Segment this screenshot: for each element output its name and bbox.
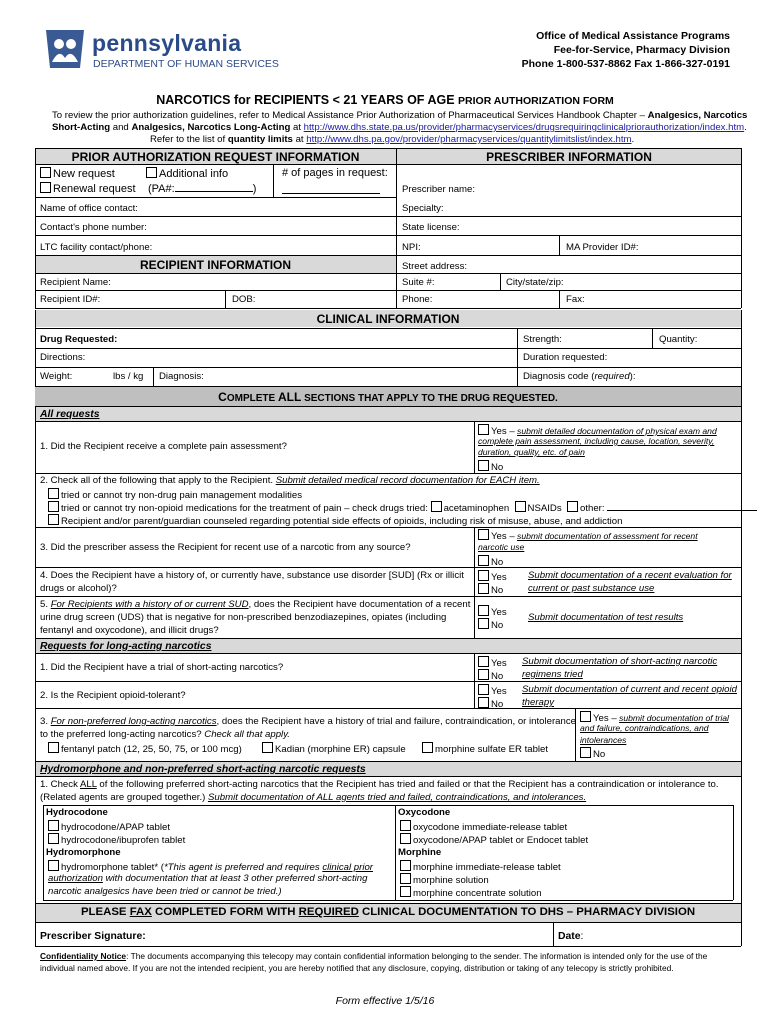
rule (35, 946, 741, 947)
hm-clinical-prior: clinical prior (322, 862, 373, 873)
la-q3-num: 3. (40, 716, 49, 727)
la-q3-yes-detail-1: submit documentation of trial (619, 713, 729, 723)
logo-word: pennsylvania (92, 30, 242, 56)
new-request-checkbox[interactable] (40, 167, 51, 178)
morphine-er-option[interactable] (422, 742, 548, 755)
drug-requested-field[interactable]: Drug Requested: (40, 334, 118, 345)
q4-no-option[interactable] (478, 583, 503, 596)
rule (741, 310, 742, 408)
fentanyl-checkbox[interactable] (48, 742, 59, 753)
form-title-sub: PRIOR AUTHORIZATION FORM (458, 95, 614, 107)
hm-q1-line-1 (40, 779, 719, 790)
rule (559, 290, 560, 308)
diagnosis-code-field[interactable] (523, 371, 636, 382)
npi-field[interactable]: NPI: (402, 242, 421, 253)
q1-yes-detail-1: submit detailed documentation of physical exam and (517, 426, 717, 436)
rule (35, 473, 741, 474)
la-q1-yes-option[interactable] (478, 656, 507, 669)
long-acting-heading: Requests for long-acting narcotics (40, 641, 212, 652)
la-q3-yes-detail-2: and failure, contraindications, and (580, 723, 709, 733)
rule (35, 367, 741, 368)
fax-pre: PLEASE (80, 906, 127, 918)
la-q3-line-2 (40, 729, 290, 740)
fax-required: REQUIRED (298, 906, 359, 918)
q1-pain-assessment: 1. Did the Recipient receive a complete pain assessment? (40, 441, 287, 452)
rule (153, 367, 154, 386)
pages-input[interactable] (282, 183, 380, 194)
q2-nonopioid-label: tried or cannot try non-opioid medications for the treatment of pain – check drugs tried: (61, 503, 428, 514)
all-requests-heading-bg (36, 407, 741, 421)
q3-yes-detail-1: submit documentation of assessment for recent (517, 531, 698, 541)
complete-all-banner (35, 390, 741, 404)
rule (35, 308, 741, 309)
additional-info-checkbox[interactable] (146, 167, 157, 178)
renewal-request-option[interactable] (40, 182, 136, 195)
q5-no-label: No (491, 620, 504, 631)
q2-option-nonopioid[interactable] (48, 501, 757, 514)
office-contact-field[interactable]: Name of office contact: (40, 203, 138, 214)
complete-all-word: ALL (277, 390, 302, 404)
la-q2-yes-option[interactable] (478, 684, 507, 697)
q3-yes-detail-2: narcotic use (478, 542, 525, 552)
morphine-concentrate-option[interactable] (400, 886, 542, 899)
suite-field[interactable]: Suite #: (402, 277, 435, 288)
office-name: Office of Medical Assistance Programs (536, 30, 730, 42)
pa-number-label (148, 182, 256, 195)
date-label: Date (558, 931, 581, 942)
renewal-request-checkbox[interactable] (40, 182, 51, 193)
pages-label: # of pages in request: (282, 167, 388, 179)
rule (35, 776, 741, 777)
morphine-ir-option[interactable] (400, 860, 561, 873)
rule (43, 805, 44, 900)
q2-check-all (40, 475, 540, 486)
la-q3-text-2: to the preferred long-acting narcotics? (40, 729, 202, 740)
hm-preferred-note: *This agent is preferred and requires (163, 862, 320, 873)
other-checkbox[interactable] (567, 501, 578, 512)
rule (741, 406, 742, 946)
hydrocodone-apap-checkbox[interactable] (48, 820, 59, 831)
la-q3-yes-label: Yes – (593, 713, 617, 724)
la-q2-detail-2: therapy (522, 697, 554, 708)
hm-q1-related: (Related agents are grouped together.) (40, 792, 206, 803)
rule (35, 681, 741, 682)
ltc-contact-field[interactable]: LTC facility contact/phone: (40, 242, 153, 253)
la-q3-yes-checkbox[interactable] (580, 711, 591, 722)
rule (43, 805, 733, 806)
form-effective-date: Form effective 1/5/16 (335, 995, 435, 1007)
rule (35, 235, 741, 236)
confidentiality-text-1: : The documents accompanying this telecopy may contain confidential information belonging to the sender. The information is intended only for the use of the (126, 951, 708, 961)
state-license-field[interactable]: State license: (402, 222, 460, 233)
la-q3-no-option[interactable] (580, 747, 605, 760)
intro-bold-a: Short-Acting (52, 122, 111, 133)
pa-number-open: (PA#: (148, 183, 175, 195)
q5-yes-option[interactable] (478, 605, 507, 618)
q2-detail: Submit detailed medical record documentation for EACH item. (275, 475, 540, 486)
hm-authorization: authorization (48, 873, 103, 884)
la-q3-check-all: Check all that apply. (204, 729, 290, 740)
hm-q1-line-2 (40, 792, 586, 803)
q1-yes-checkbox[interactable] (478, 424, 489, 435)
contact-phone-fax: Phone 1-800-537-8862 Fax 1-866-327-0191 (521, 58, 730, 70)
intro-at: at (292, 122, 301, 133)
rule (225, 290, 226, 308)
q5-uds-line-3: fentanyl and oxycodone), and illicit drugs? (40, 625, 219, 636)
rule (35, 216, 741, 217)
ma-provider-id-field[interactable]: MA Provider ID#: (566, 242, 639, 253)
rule (35, 290, 741, 291)
oxycodone-apap-label: oxycodone/APAP tablet or Endocet tablet (413, 835, 589, 846)
rule (35, 273, 741, 274)
rule (35, 708, 741, 709)
fax-mid: COMPLETED FORM WITH (155, 906, 296, 918)
morphine-solution-checkbox[interactable] (400, 873, 411, 884)
hydromorphone-heading: Hydromorphone and non-preferred short-acting narcotic requests (40, 764, 366, 775)
nsaids-label: NSAIDs (527, 503, 562, 514)
q1-no-option[interactable] (478, 460, 503, 473)
q5-yes-label: Yes (491, 607, 507, 618)
fentanyl-option[interactable] (48, 742, 242, 755)
hm-q1-all: ALL (80, 779, 97, 790)
q4-no-checkbox[interactable] (478, 583, 489, 594)
q5-text-1: , does the Recipient have documentation of a recent (248, 599, 471, 610)
weight-field[interactable]: Weight: (40, 371, 73, 382)
rule (35, 653, 741, 654)
q3-yes-checkbox[interactable] (478, 529, 489, 540)
rule (35, 148, 36, 308)
hm-note-line-2 (48, 873, 367, 884)
diagnosis-code-label: Diagnosis code ( (523, 371, 595, 382)
morphine-solution-option[interactable] (400, 873, 489, 886)
additional-info-label: Additional info (159, 168, 229, 180)
intro-bold-b: Analgesics, Narcotics Long-Acting (131, 122, 291, 133)
renewal-request-label: Renewal request (53, 183, 136, 195)
morphine-ir-checkbox[interactable] (400, 860, 411, 871)
q2-nondrug-checkbox[interactable] (48, 488, 59, 499)
keystone-logo-icon (44, 28, 86, 70)
pa-request-heading: PRIOR AUTHORIZATION REQUEST INFORMATION (71, 150, 360, 164)
fentanyl-label: fentanyl patch (12, 25, 50, 75, or 100 mcg) (61, 744, 242, 755)
rule (35, 596, 741, 597)
hydrocodone-ibuprofen-label: hydrocodone/ibuprofen tablet (61, 835, 186, 846)
fax-post: CLINICAL DOCUMENTATION TO DHS – PHARMACY DIVISION (361, 906, 696, 918)
q2-text: 2. Check all of the following that apply to the Recipient. (40, 475, 274, 486)
hm-q1-submit: Submit documentation of ALL agents tried and failed, contraindications, and intolerances. (208, 792, 587, 803)
additional-info-option[interactable] (146, 167, 228, 180)
division-name: Fee-for-Service, Pharmacy Division (553, 44, 730, 56)
rule (35, 527, 741, 528)
rule (35, 348, 741, 349)
rule (474, 527, 475, 652)
specialty-field[interactable]: Specialty: (402, 203, 444, 214)
q5-no-checkbox[interactable] (478, 618, 489, 629)
la-q1-detail-2: regimens tried (522, 669, 583, 680)
q3-yes-label: Yes – (491, 531, 515, 542)
q1-yes-detail-3: duration, quality, etc. of pain (478, 447, 585, 457)
hydromorphone-tablet-checkbox[interactable] (48, 860, 59, 871)
hydromorphone-tablet-label: hydromorphone tablet* ( (61, 862, 164, 873)
q1-yes-detail-2: complete pain assessment, including cause, location, severity, (478, 436, 715, 446)
rule (575, 708, 576, 761)
rule (517, 328, 518, 386)
rule (35, 421, 741, 422)
q2-nonopioid-checkbox[interactable] (48, 501, 59, 512)
la-q1-yes-label: Yes (491, 658, 507, 669)
hydrocodone-ibuprofen-option[interactable] (48, 833, 185, 846)
intro-at-2: at (295, 134, 304, 145)
rule (35, 148, 741, 149)
la-q2-yes-checkbox[interactable] (478, 684, 489, 695)
rule (35, 255, 741, 256)
rule (43, 900, 733, 901)
hydromorphone-group-label: Hydromorphone (46, 847, 121, 858)
weight-unit: lbs / kg (113, 371, 144, 382)
la-q3-yes-detail-3: intolerances (580, 735, 627, 745)
prescriber-signature-field[interactable]: Prescriber Signature: (40, 931, 146, 942)
contact-phone-field[interactable]: Contact's phone number: (40, 222, 147, 233)
confidentiality-line-1 (40, 951, 707, 961)
hydrocodone-apap-label: hydrocodone/APAP tablet (61, 822, 170, 833)
directions-field[interactable]: Directions: (40, 352, 86, 363)
rule (553, 922, 554, 946)
rule (474, 421, 475, 473)
diagnosis-code-required: required (594, 371, 630, 382)
city-state-zip-field[interactable]: City/state/zip: (506, 277, 564, 288)
q4-detail-1: Submit documentation of a recent evaluation for (528, 570, 732, 581)
rule (35, 922, 741, 923)
intro-line-1 (52, 110, 747, 121)
la-q2-opioid-tolerant: 2. Is the Recipient opioid-tolerant? (40, 690, 186, 701)
q1-no-label: No (491, 462, 504, 473)
complete-c: C (218, 390, 227, 404)
date-field[interactable]: Date: (558, 931, 584, 942)
q2-nondrug-label: tried or cannot try non-drug pain management modalities (61, 490, 303, 501)
pa-number-input[interactable] (175, 182, 253, 192)
intro-line-3: Refer to the list of quantity limits at http://www.dhs.pa.gov/provider/pharmacyservices/quantitylimitslist/index.htm. (150, 134, 635, 145)
all-requests-heading: All requests (40, 409, 100, 420)
q4-yes-option[interactable] (478, 570, 507, 583)
intro-bold: Analgesics, Narcotics (647, 110, 748, 121)
rule (35, 328, 741, 329)
hm-note-line-3: narcotic analgesics have been tried or cannot be tried.) (48, 886, 282, 897)
rule (35, 406, 36, 946)
la-q3-emphasis: For non-preferred long-acting narcotics (50, 716, 217, 727)
q2-counseled-label: Recipient and/or parent/guardian counseled regarding potential side effects of opioids, including risk of misuse, abuse, and addiction (61, 516, 623, 527)
diagnosis-field[interactable]: Diagnosis: (159, 371, 204, 382)
la-q2-detail-1: Submit documentation of current and recent opioid (522, 684, 737, 695)
quantity-limits-link[interactable]: http://www.dhs.pa.gov/provider/pharmacyservices/quantitylimitslist/index.htm (306, 134, 632, 145)
rule (35, 567, 741, 568)
q1-yes-label: Yes – (491, 426, 515, 437)
prescriber-name-field[interactable]: Prescriber name: (402, 184, 476, 195)
q5-detail: Submit documentation of test results (528, 612, 684, 623)
la-q2-no-checkbox[interactable] (478, 697, 489, 708)
la-q3-text-1: , does the Recipient have a history of trial and failure, contraindication, or intolerance (216, 716, 576, 727)
hm-note-text-2: with documentation that at least 3 other preferred short-acting (105, 873, 368, 884)
oxycodone-ir-checkbox[interactable] (400, 820, 411, 831)
street-address-field[interactable]: Street address: (402, 261, 468, 272)
q4-yes-label: Yes (491, 572, 507, 583)
pa-number-close: ) (252, 183, 257, 195)
kadian-checkbox[interactable] (262, 742, 273, 753)
la-q2-no-label: No (491, 699, 504, 710)
q3-no-label: No (491, 557, 504, 568)
oxycodone-ir-label: oxycodone immediate-release tablet (413, 822, 568, 833)
recipient-name-field[interactable]: Recipient Name: (40, 277, 111, 288)
new-request-option[interactable] (40, 167, 115, 180)
intro-quantity-limits: quantity limits (227, 134, 293, 145)
hydromorphone-tablet-option[interactable] (48, 860, 373, 873)
morphine-group-label: Morphine (398, 847, 442, 858)
rule (35, 164, 741, 165)
logo-department: DEPARTMENT OF HUMAN SERVICES (93, 58, 279, 70)
hydrocodone-apap-option[interactable] (48, 820, 170, 833)
recipient-heading: RECIPIENT INFORMATION (139, 258, 292, 272)
q2-option-counseled[interactable] (48, 514, 622, 527)
kadian-label: Kadian (morphine ER) capsule (275, 744, 406, 755)
dob-field[interactable]: DOB: (232, 294, 256, 305)
prescriber-phone-field[interactable]: Phone: (402, 294, 433, 305)
oxycodone-apap-checkbox[interactable] (400, 833, 411, 844)
q4-sud-line-1: 4. Does the Recipient have a history of, or currently have, substance use disorder [SUD] (Rx or illicit (40, 570, 464, 581)
oxycodone-apap-option[interactable] (400, 833, 588, 846)
q4-sud-line-2: drugs or alcohol)? (40, 583, 117, 594)
q4-yes-checkbox[interactable] (478, 570, 489, 581)
quantity-field[interactable]: Quantity: (659, 334, 698, 345)
complete-rest: SECTIONS THAT APPLY TO THE DRUG REQUESTED. (304, 393, 558, 404)
rule (395, 805, 396, 900)
rule (273, 165, 274, 197)
rule (500, 273, 501, 290)
fax-word: FAX (129, 906, 152, 918)
new-request-label: New request (53, 168, 115, 180)
other-label: other: (580, 503, 605, 514)
complete-ompl: OMPLETE (226, 393, 276, 404)
la-q2-yes-label: Yes (491, 686, 507, 697)
morphine-er-label: morphine sulfate ER tablet (435, 744, 549, 755)
morphine-solution-label: morphine solution (413, 875, 489, 886)
q5-uds-line-1 (40, 599, 470, 610)
q1-no-checkbox[interactable] (478, 460, 489, 471)
morphine-concentrate-label: morphine concentrate solution (413, 888, 542, 899)
intro-line-2: Short-Acting and Analgesics, Narcotics Long-Acting at http://www.dhs.state.pa.us/provider/pharmacyservices/drugsrequiringclinicalpriorauthorization/index.htm. (52, 122, 747, 133)
la-q1-no-label: No (491, 671, 504, 682)
oxycodone-group-label: Oxycodone (398, 807, 451, 818)
form-title (0, 93, 770, 107)
q4-detail-2: current or past substance use (528, 583, 655, 594)
oxycodone-ir-option[interactable] (400, 820, 567, 833)
la-q3-no-label: No (593, 749, 606, 760)
hm-q1-text: of the following preferred short-acting narcotics that the Recipient has tried and failed or that the Recipient has a contraindication or intolerance to. (99, 779, 719, 790)
la-q1-detail-1: Submit documentation of short-acting narcotic (522, 656, 718, 667)
acetaminophen-checkbox[interactable] (431, 501, 442, 512)
q3-no-checkbox[interactable] (478, 555, 489, 566)
kadian-option[interactable] (262, 742, 406, 755)
q5-emphasis: For Recipients with a history of or current SUD (50, 599, 249, 610)
la-q1-no-checkbox[interactable] (478, 669, 489, 680)
morphine-ir-label: morphine immediate-release tablet (413, 862, 561, 873)
q5-yes-checkbox[interactable] (478, 605, 489, 616)
prescriber-heading: PRESCRIBER INFORMATION (486, 150, 652, 164)
other-input[interactable] (607, 501, 757, 511)
recipient-id-field[interactable]: Recipient ID#: (40, 294, 101, 305)
hydrocodone-group-label: Hydrocodone (46, 807, 108, 818)
form-title-main: NARCOTICS for RECIPIENTS < 21 YEARS OF AGE (156, 93, 455, 107)
nsaids-checkbox[interactable] (515, 501, 526, 512)
rule (652, 328, 653, 348)
q3-narcotic-assessment: 3. Did the prescriber assess the Recipient for recent use of a narcotic from any source? (40, 542, 411, 553)
fax-notice (35, 906, 741, 918)
rule (741, 148, 742, 308)
la-q1-short-acting-trial: 1. Did the Recipient have a trial of short-acting narcotics? (40, 662, 284, 673)
rule (733, 805, 734, 900)
morphine-er-checkbox[interactable] (422, 742, 433, 753)
confidentiality-label: Confidentiality Notice (40, 951, 127, 961)
confidentiality-line-2: individual named above. If you are not the intended recipient, you are hereby notified that any disclosure, copying, distribution or taking of any telecopy is strictly prohibited. (40, 963, 674, 973)
diagnosis-code-close: ): (629, 371, 636, 382)
q5-num: 5. (40, 599, 49, 610)
morphine-concentrate-checkbox[interactable] (400, 886, 411, 897)
q2-option-nondrug[interactable] (48, 488, 302, 501)
la-q3-no-checkbox[interactable] (580, 747, 591, 758)
q5-no-option[interactable] (478, 618, 503, 631)
acetaminophen-label: acetaminophen (443, 503, 510, 514)
la-q1-yes-checkbox[interactable] (478, 656, 489, 667)
q5-uds-line-2: urine drug screen (UDS) that is negative for non-prescribed benzodiazepines, opiates (including (40, 612, 447, 623)
intro-and: and (112, 122, 129, 133)
q3-yes-option[interactable] (478, 529, 698, 542)
rule (559, 235, 560, 255)
rule (35, 197, 396, 198)
strength-field[interactable]: Strength: (523, 334, 562, 345)
q2-counseled-checkbox[interactable] (48, 514, 59, 525)
intro-text: To review the prior authorization guidelines, refer to Medical Assistance Prior Authorization of Pharmaceutical Services Handbook Chapter – (52, 110, 645, 121)
hm-q1-check: 1. Check (40, 779, 78, 790)
intro-refer: Refer to the list of (150, 134, 226, 145)
q4-no-label: No (491, 585, 504, 596)
hydrocodone-ibuprofen-checkbox[interactable] (48, 833, 59, 844)
duration-field[interactable]: Duration requested: (523, 352, 608, 363)
clinical-heading: CLINICAL INFORMATION (316, 312, 460, 326)
handbook-link[interactable]: http://www.dhs.state.pa.us/provider/pharmacyservices/drugsrequiringclinicalpriorauthorization/index.htm (303, 122, 745, 133)
la-q3-line-1 (40, 716, 576, 727)
prescriber-fax-field[interactable]: Fax: (566, 294, 585, 305)
rule (396, 148, 397, 308)
